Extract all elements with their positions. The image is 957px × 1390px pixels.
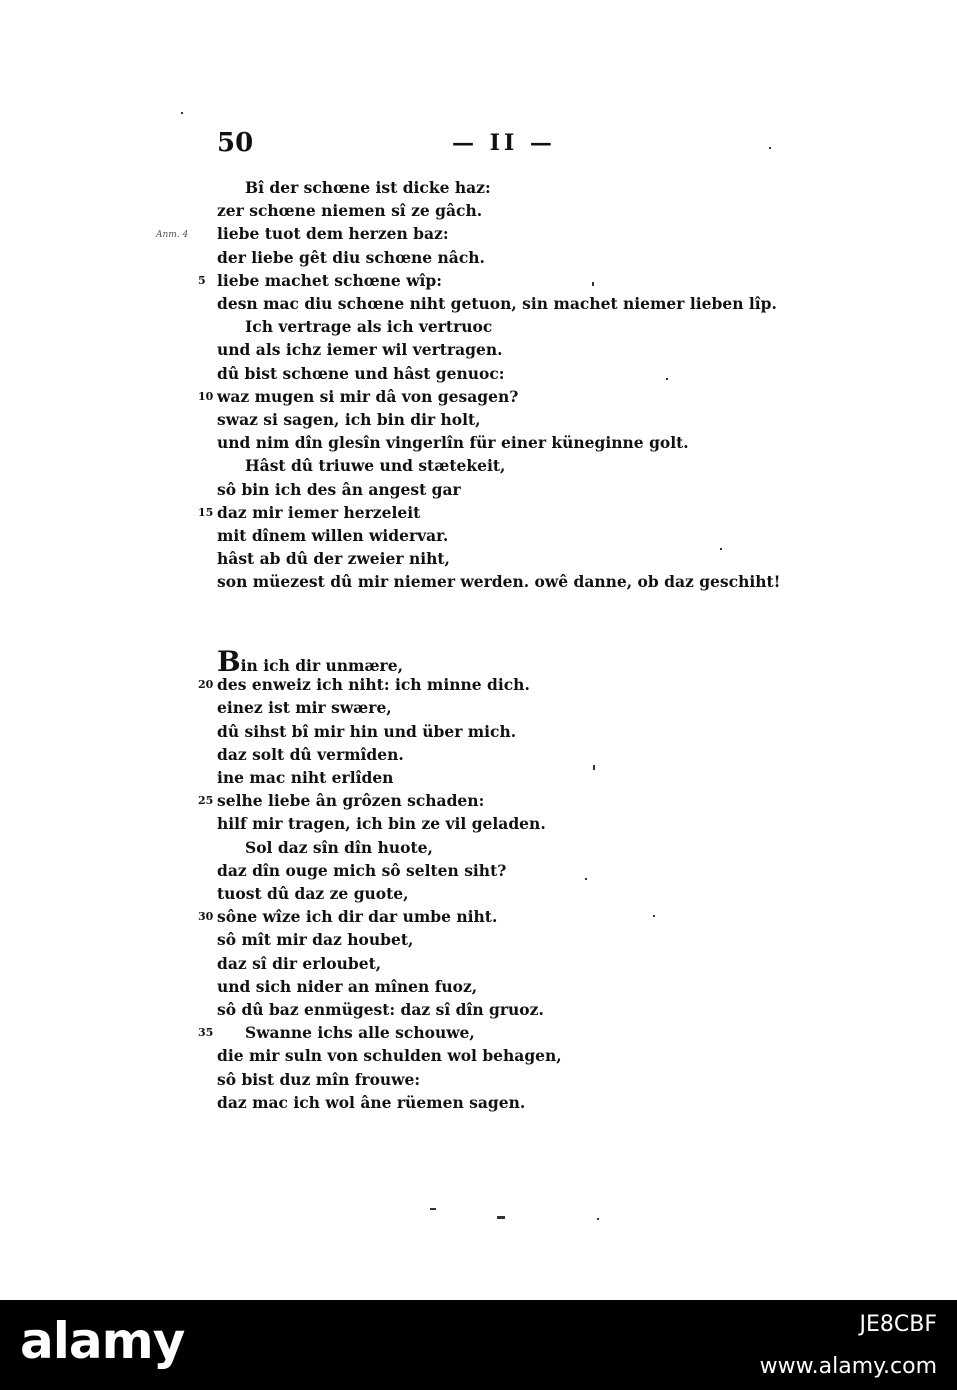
speck [585,878,587,880]
verse-line: die mir suln von schulden wol behagen, [217,1046,562,1066]
speck [497,1216,505,1219]
verse-line: daz sî dir erloubet, [217,953,382,973]
banner-info [637,1300,937,1390]
verse-line: daz mac ich wol âne rüemen sagen. [217,1092,526,1112]
verse-line: einez ist mir swære, [217,698,392,718]
speck [181,112,183,114]
verse-line: liebe machet schœne wîp: [217,270,442,290]
line-number: 20 [198,678,214,692]
verse-line: ine mac niht erlîden [217,768,394,787]
page-header [0,128,957,164]
verse-line: zer schœne niemen sî ze gâch. [217,201,483,221]
verse-line: Bî der schœne ist dicke haz: [245,178,491,197]
drop-cap: B [217,645,241,678]
speck [653,915,655,917]
margin-note: Anm. 4 [156,230,189,240]
verse-line: waz mugen si mir dâ von gesagen? [217,386,519,406]
verse-line: dû bist schœne und hâst genuoc: [217,363,505,383]
speck [592,282,594,286]
verse-line: hilf mir tragen, ich bin ze vil geladen. [217,814,546,834]
verse-line: daz solt dû vermîden. [217,744,404,764]
verse-line: Sol daz sîn dîn huote, [245,837,433,857]
verse-line: sô bin ich des ân angest gar [217,479,461,499]
verse-line: sône wîze ich dir dar umbe niht. [217,907,498,927]
verse-line: sô bist duz mîn frouwe: [217,1069,421,1089]
speck [430,1208,436,1210]
speck [769,147,771,149]
verse-line: dû sihst bî mir hin und über mich. [217,721,517,741]
verse-line: son müezest dû mir niemer werden. owê danne, ob daz geschiht! [217,572,781,592]
verse-line: tuost dû daz ze guote, [217,884,409,903]
verse-line: daz dîn ouge mich sô selten siht? [217,860,507,880]
speck [597,1218,599,1220]
verse-line: mit dînem willen widervar. [217,526,449,545]
verse-line: des enweiz ich niht: ich minne dich. [217,675,530,695]
section-title: — II — [452,130,556,156]
verse-line: und sich nider an mînen fuoz, [217,976,478,996]
verse-line: Swanne ichs alle schouwe, [245,1023,475,1043]
verse-line: Hâst dû triuwe und stætekeit, [245,456,506,476]
verse-line: desn mac diu schœne niht getuon, sin machet niemer lieben lîp. [217,294,777,313]
speck [666,378,668,380]
verse-line: selhe liebe ân grôzen schaden: [217,791,485,811]
line-number: 15 [198,505,214,519]
verse-line-rest: in ich dir unmære, [240,656,403,675]
verse-line: und nim dîn glesîn vingerlîn für einer küneginne golt. [217,433,689,453]
site-url: www.alamy.com [759,1354,937,1379]
verse-line: hâst ab dû der zweier niht, [217,549,450,569]
verse-line: der liebe gêt diu schœne nâch. [217,247,485,267]
line-number: 25 [198,794,214,808]
verse-line [217,645,403,678]
alamy-logo: alamy [20,1312,185,1370]
verse-line: daz mir iemer herzeleit [217,502,421,522]
line-number: 35 [198,1026,214,1040]
line-number: 5 [198,273,206,287]
verse-line: liebe tuot dem herzen baz: [217,224,449,244]
line-number: 10 [198,389,214,403]
verse-line: sô dû baz enmügest: daz sî dîn gruoz. [217,1000,544,1019]
verse-line: Ich vertrage als ich vertruoc [245,317,493,337]
page-number: 50 [217,128,254,158]
speck [720,548,722,550]
watermark-banner [0,1300,957,1390]
verse-line: swaz si sagen, ich bin dir holt, [217,410,481,429]
image-id: JE8CBF [859,1312,937,1337]
speck [593,765,595,770]
line-number: 30 [198,910,214,924]
verse-line: sô mît mir daz houbet, [217,930,414,950]
verse-line: und als ichz iemer wil vertragen. [217,340,503,360]
